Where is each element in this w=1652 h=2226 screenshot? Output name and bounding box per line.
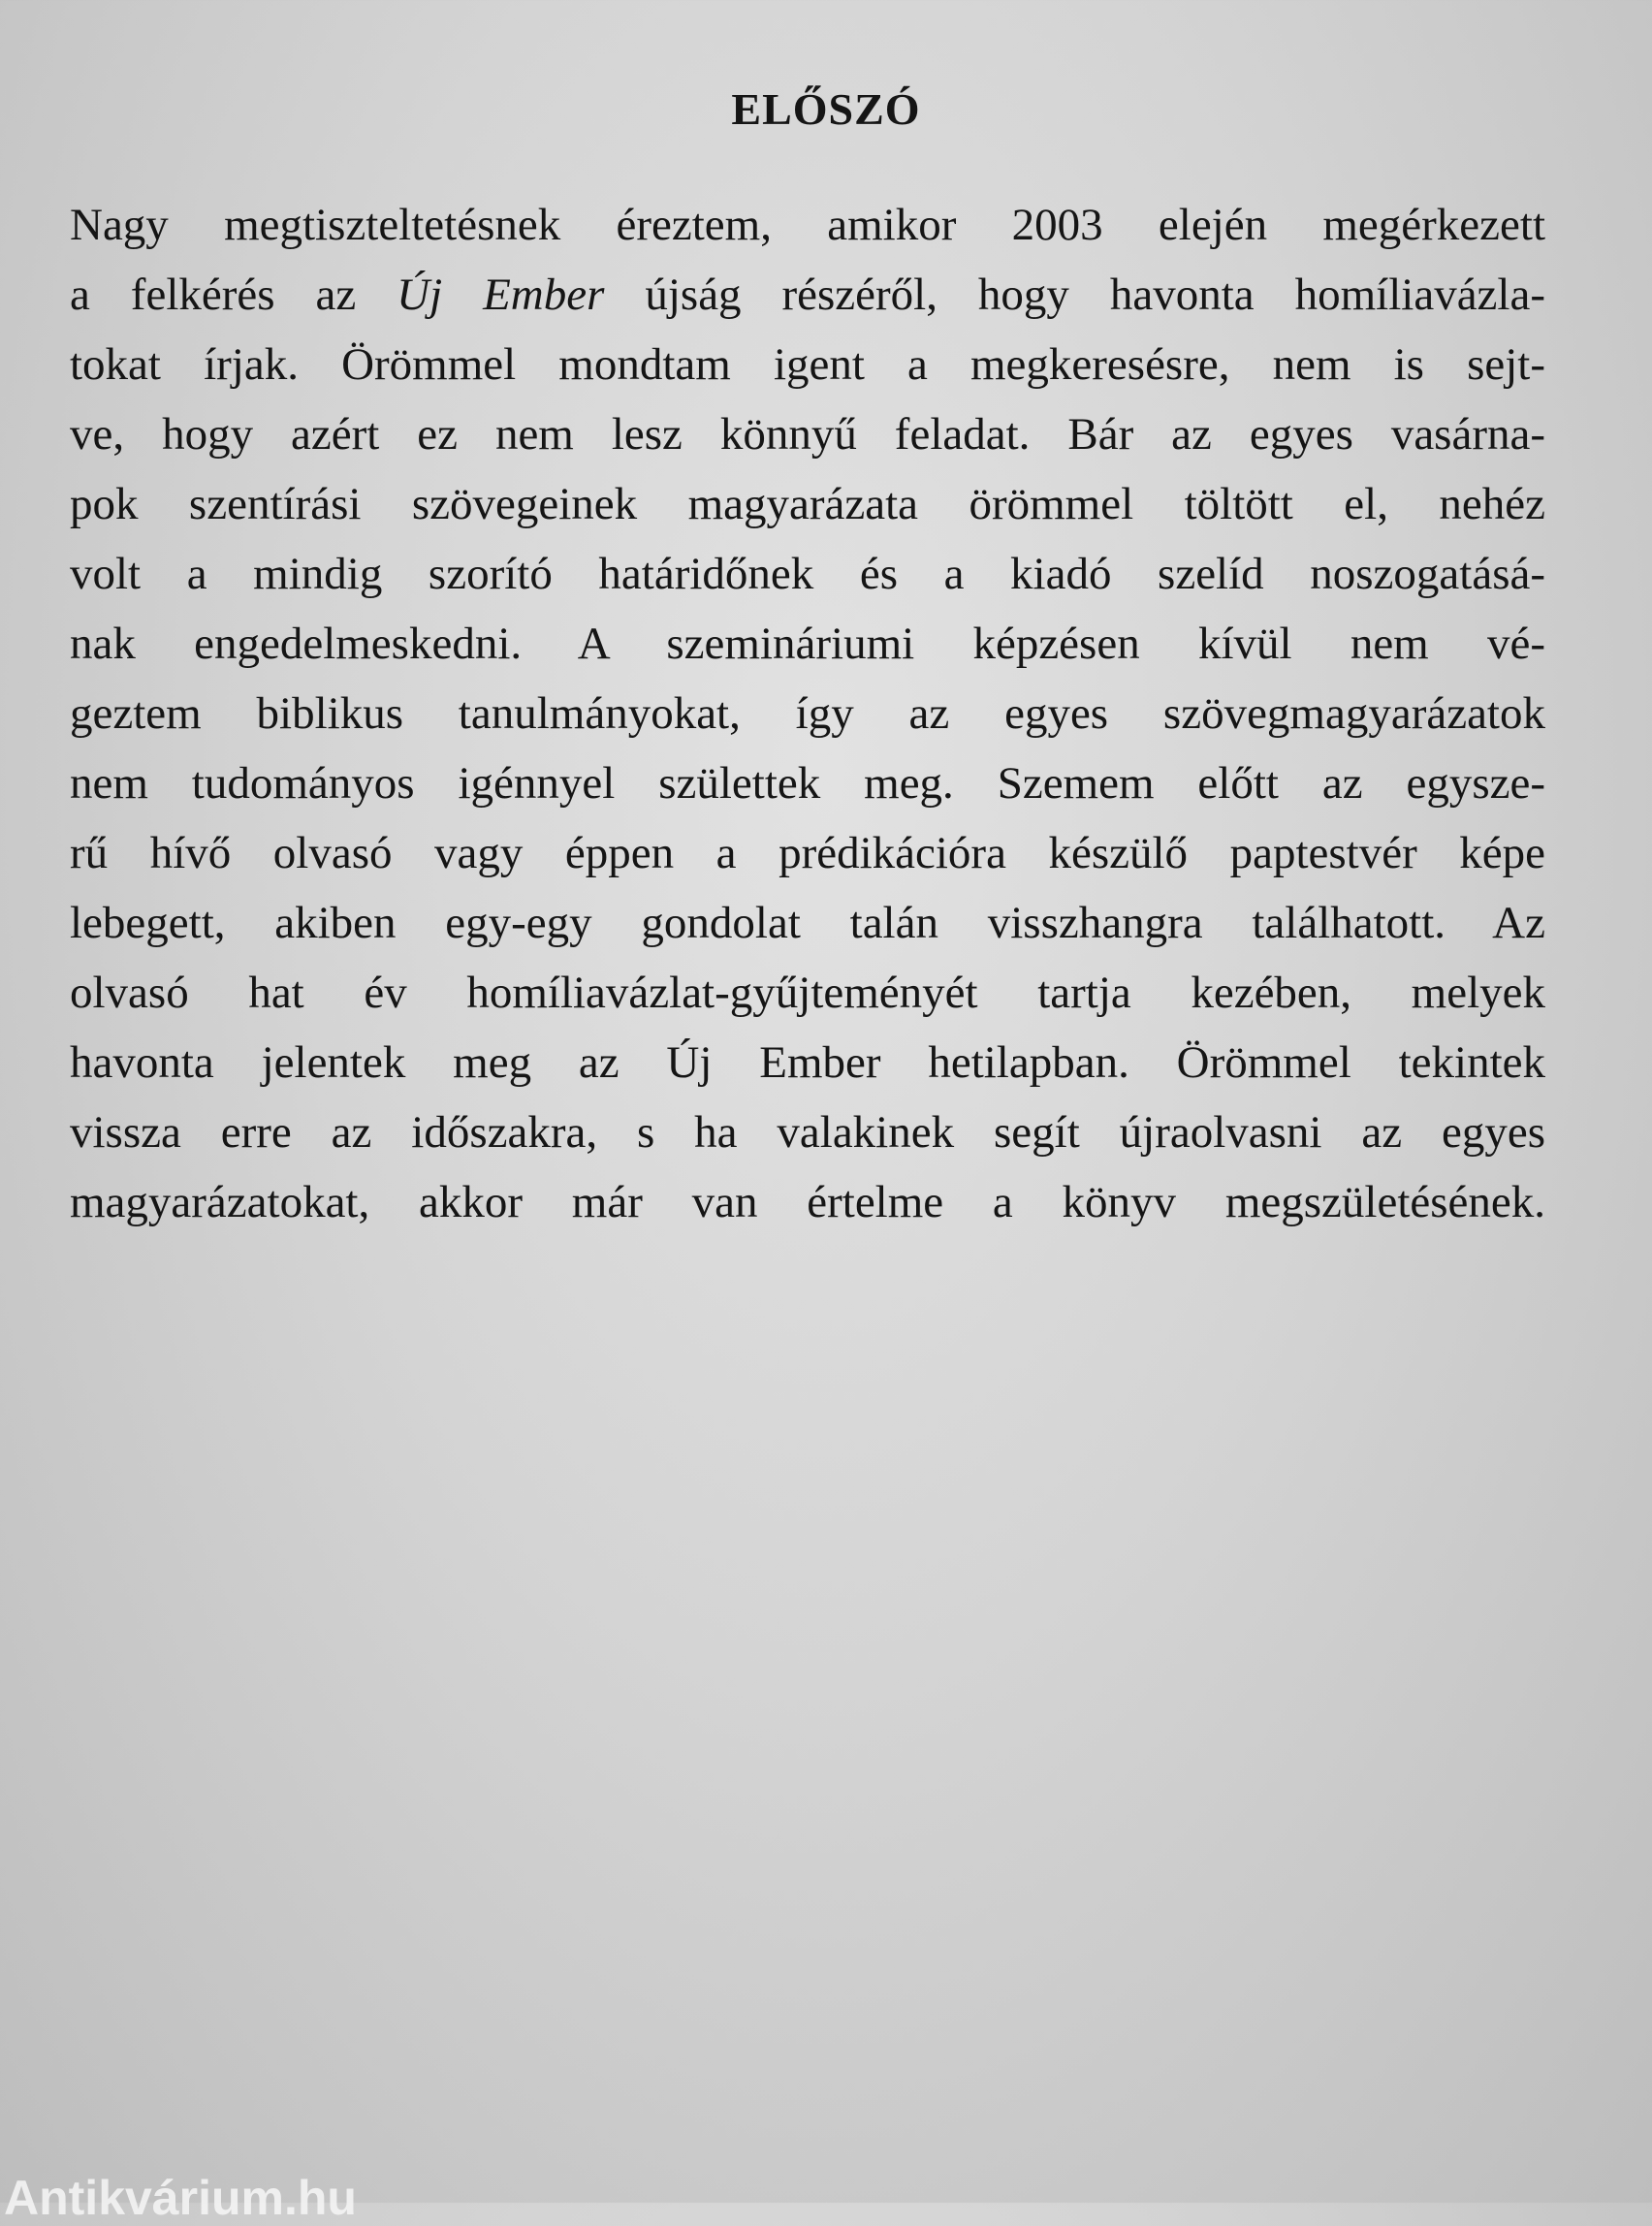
text-segment: újság részéről, hogy havonta homíliavázla-: [604, 270, 1545, 320]
text-line: Nagy megtiszteltetésnek éreztem, amikor 2003 elején megérkezett: [70, 200, 1545, 250]
text-line: havonta jelentek meg az Új Ember hetilapban. Örömmel tekintek: [70, 1037, 1545, 1088]
text-line: nem tudományos igénnyel születtek meg. Szemem előtt az egysze-: [70, 758, 1545, 809]
text-line: rű hívő olvasó vagy éppen a prédikációra készülő paptestvér képe: [70, 828, 1545, 878]
preface-text: [70, 190, 1545, 1237]
text-line: pok szentírási szövegeinek magyarázata örömmel töltött el, nehéz: [70, 479, 1545, 529]
text-line: geztem biblikus tanulmányokat, így az egyes szövegmagyarázatok: [70, 688, 1545, 739]
text-line: ve, hogy azért ez nem lesz könnyű feladat. Bár az egyes vasárna-: [70, 409, 1545, 460]
watermark: Antikvárium.hu: [4, 2171, 357, 2225]
text-line: lebegett, akiben egy-egy gondolat talán visszhangra találhatott. Az: [70, 898, 1545, 948]
newspaper-title: Új Ember: [397, 270, 605, 320]
text-line: [70, 260, 1545, 330]
text-line: olvasó hat év homíliavázlat-gyűjteményét tartja kezében, melyek: [70, 968, 1545, 1018]
text-line: tokat írjak. Örömmel mondtam igent a megkeresésre, nem is sejt-: [70, 339, 1545, 390]
text-line: volt a mindig szorító határidőnek és a kiadó szelíd noszogatásá-: [70, 549, 1545, 599]
page-title: ELŐSZÓ: [731, 84, 921, 134]
text-line: vissza erre az időszakra, s ha valakinek segít újraolvasni az egyes: [70, 1107, 1545, 1158]
text-line: magyarázatokat, akkor már van értelme a könyv megszületésének.: [70, 1177, 1545, 1227]
text-line: nak engedelmeskedni. A szemináriumi képzésen kívül nem vé-: [70, 619, 1545, 669]
text-segment: a felkérés az: [70, 270, 397, 320]
